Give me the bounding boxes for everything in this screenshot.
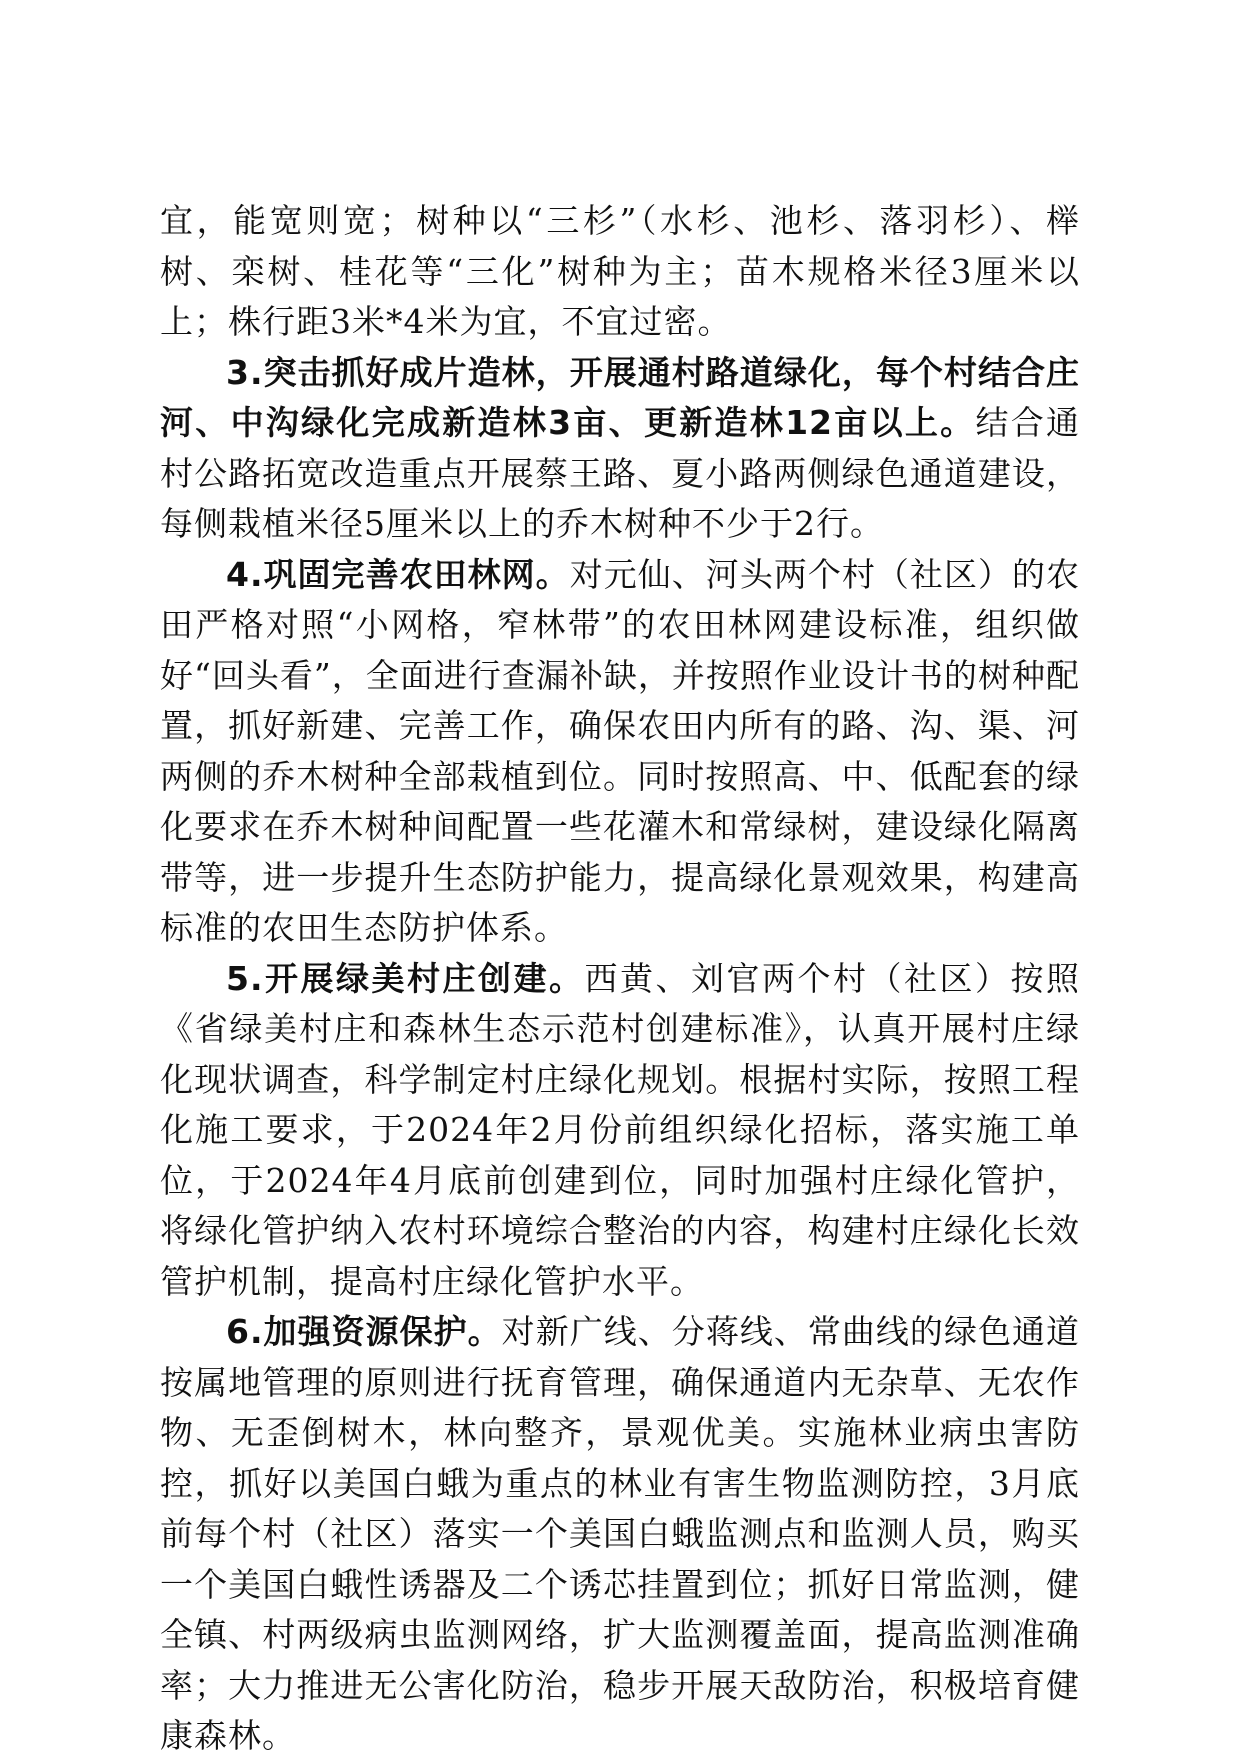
- paragraph-text: 宜，能宽则宽；树种以“三杉”（水杉、池杉、落羽杉）、榉树、栾树、桂花等“三化”树种为主；苗木规格米径3厘米以上；株行距3米*4米为宜，不宜过密。: [160, 201, 1080, 341]
- paragraph-text: 结合通村公路拓宽改造重点开展蔡王路、夏小路两侧绿色通道建设，每侧栽植米径5厘米以上的乔木树种不少于2行。: [160, 403, 1081, 543]
- paragraph-heading: 3.突击抓好成片造林，开展通村路道绿化，每个村结合庄河、中沟绿化完成新造林3亩、更新造林12亩以上。: [160, 352, 1080, 442]
- paragraph-text: 西黄、刘官两个村（社区）按照《省绿美村庄和森林生态示范村创建标准》，认真开展村庄绿化现状调查，科学制定村庄绿化规划。根据村实际，按照工程化施工要求，于2024年2月份前组织绿化招标，落实施工单位，于2024年4月底前创建到位，同时加强村庄绿化管护，将绿化管护纳入农村环境综合整治的内容，构建村庄绿化长效管护机制，提高村庄绿化管护水平。: [160, 958, 1080, 1301]
- paragraph-heading: 6.加强资源保护。: [226, 1312, 502, 1351]
- paragraph-item-6: [160, 1307, 1080, 1762]
- paragraph-text: 对新广线、分蒋线、常曲线的绿色通道按属地管理的原则进行抚育管理，确保通道内无杂草、无农作物、无歪倒树木，林向整齐，景观优美。实施林业病虫害防控，抓好以美国白蛾为重点的林业有害生物监测防控，3月底前每个村（社区）落实一个美国白蛾监测点和监测人员，购买一个美国白蛾性诱器及二个诱芯挂置到位；抓好日常监测，健全镇、村两级病虫监测网络，扩大监测覆盖面，提高监测准确率；大力推进无公害化防治，稳步开展天敌防治，积极培育健康森林。: [160, 1312, 1081, 1755]
- paragraph-continuation: [160, 196, 1080, 348]
- paragraph-text: 对元仙、河头两个村（社区）的农田严格对照“小网格，窄林带”的农田林网建设标准，组织做好“回头看”，全面进行查漏补缺，并按照作业设计书的树种配置，抓好新建、完善工作，确保农田内所有的路、沟、渠、河两侧的乔木树种全部栽植到位。同时按照高、中、低配套的绿化要求在乔木树种间配置一些花灌木和常绿树，建设绿化隔离带等，进一步提升生态防护能力，提高绿化景观效果，构建高标准的农田生态防护体系。: [160, 554, 1081, 947]
- paragraph-item-5: [160, 954, 1080, 1308]
- paragraph-heading: 5.开展绿美村庄创建。: [226, 958, 585, 998]
- paragraph-item-4: [160, 550, 1080, 954]
- document-page: [160, 196, 1080, 1762]
- paragraph-heading: 4.巩固完善农田林网。: [226, 554, 570, 594]
- paragraph-item-3: [160, 348, 1080, 550]
